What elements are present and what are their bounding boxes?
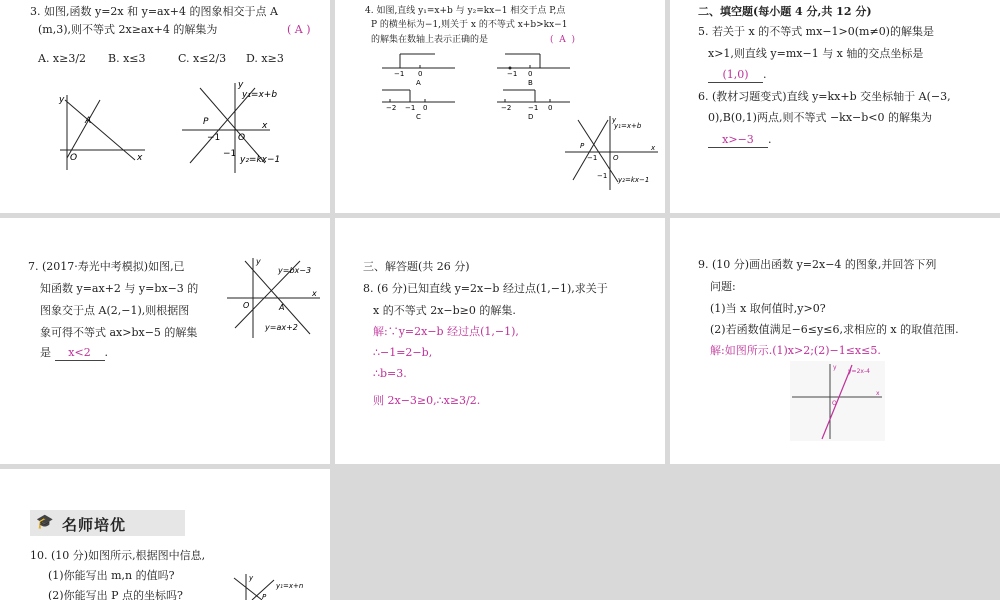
q5-line2: x>1,则直线 y=mx−1 与 x 轴的交点坐标是 [708, 47, 924, 60]
origin-label: O [613, 154, 619, 162]
number-line-c [380, 88, 460, 126]
q8-solution-1: 解:∵y=2x−b 经过点(1,−1), [373, 325, 519, 338]
question-9-card [670, 218, 1000, 464]
axis-y-label: y [59, 95, 65, 105]
tick-label: −2 [386, 104, 397, 112]
q8-line1: 8. (6 分)已知直线 y=2x−b 经过点(1,−1),求关于 [363, 282, 608, 295]
line-y1-label: y₁=x+n [276, 582, 304, 590]
point-p-label: P [203, 117, 209, 127]
line-y2-label: y₂=kx−1 [618, 176, 650, 184]
q7-line2: 知函数 y=ax+2 与 y=bx−3 的 [40, 282, 199, 295]
tick-label: 0 [528, 70, 533, 78]
option-label-d: D [528, 113, 534, 121]
section-2-title: 二、填空题(每小题 4 分,共 12 分) [698, 5, 872, 18]
q3-graph-left [55, 90, 150, 175]
axis-x-label: x [262, 121, 268, 131]
origin-label: O [832, 400, 837, 407]
q10-line3: (2)你能写出 P 点的坐标吗? [48, 589, 183, 600]
axis-y-label: y [256, 257, 261, 266]
q7-answer: x<2 [55, 346, 105, 361]
q10-line2: (1)你能写出 m,n 的值吗? [48, 569, 175, 582]
question-7-card [0, 218, 330, 464]
line-bx-label: y=bx−3 [278, 266, 312, 275]
axis-y-label: y [833, 364, 837, 371]
q9-line3: (1)当 x 取何值时,y>0? [710, 302, 826, 315]
q10-line1: 10. (10 分)如图所示,根据图中信息, [30, 549, 206, 562]
number-line-a [380, 50, 460, 88]
q8-line2: x 的不等式 2x−b≥0 的解集. [373, 304, 516, 317]
q10-banner [30, 510, 185, 536]
q7-line3: 图象交于点 A(2,−1),则根据图 [40, 304, 190, 317]
q4-answer: ( A ) [550, 35, 575, 45]
q9-line2: 问题: [710, 280, 736, 293]
q3-option-a: A. x≥3/2 [38, 52, 87, 65]
tick-label: −2 [501, 104, 512, 112]
tick-neg1-x: −1 [587, 154, 598, 162]
question-3-card [0, 0, 330, 213]
question-4-card [335, 0, 665, 213]
q9-line1: 9. (10 分)画出函数 y=2x−4 的图象,并回答下列 [698, 258, 937, 271]
axis-x-label: x [651, 144, 656, 152]
tick-label: −1 [507, 70, 518, 78]
tick-label: −1 [405, 104, 416, 112]
section-3-title: 三、解答题(共 26 分) [363, 260, 470, 273]
option-label-b: B [528, 79, 533, 87]
section-3-card [335, 218, 665, 464]
axis-y-label: y [249, 574, 254, 582]
q7-answer-row: 是 x<2 . [40, 346, 108, 359]
tick-label: 0 [418, 70, 423, 78]
origin-label: O [70, 153, 78, 163]
line-y1-label: y₁=x+b [614, 122, 642, 130]
q4-graph [563, 112, 663, 192]
tick-label: −1 [394, 70, 405, 78]
origin-label: O [238, 133, 246, 143]
q3-option-b: B. x≤3 [108, 52, 146, 65]
q4-line1: 4. 如图,直线 y₁=x+b 与 y₂=kx−1 相交于点 P,点 [365, 6, 566, 16]
q4-line2: P 的横坐标为−1,则关于 x 的不等式 x+b>kx−1 [371, 20, 568, 30]
q9-graph [790, 361, 885, 441]
q9-solution: 解:如图所示.(1)x>2;(2)−1≤x≤5. [710, 344, 881, 357]
q3-option-c: C. x≤2/3 [178, 52, 227, 65]
q8-solution-3: ∴b=3. [373, 367, 407, 380]
q3-line1: 3. 如图,函数 y=2x 和 y=ax+4 的图象相交于点 A [30, 5, 278, 18]
graduation-cap-icon: 🎓 [36, 514, 54, 530]
q3-answer: ( A ) [287, 23, 311, 36]
line-y2-label: y₂=kx−1 [240, 155, 281, 165]
q9-line4: (2)若函数值满足−6≤y≤6,求相应的 x 的取值范围. [710, 323, 959, 336]
line-ax-label: y=ax+2 [265, 323, 298, 332]
q6-line2: 0),B(0,1)两点,则不等式 −kx−b<0 的解集为 [708, 111, 932, 124]
q8-solution-2: ∴−1=2−b, [373, 346, 433, 359]
q3-graph-right [180, 78, 285, 178]
axis-x-label: x [876, 390, 880, 397]
q7-graph [225, 256, 325, 341]
q8-solution-4: 则 2x−3≥0,∴x≥3/2. [373, 394, 481, 407]
tick-label: 0 [423, 104, 428, 112]
function-label: y=2x-4 [848, 368, 870, 375]
line-y1-label: y₁=x+b [242, 90, 278, 100]
point-p-label: P [580, 142, 585, 150]
q10-graph [232, 572, 312, 600]
q7-line1: 7. (2017·寿光中考模拟)如图,已 [28, 260, 185, 273]
point-a-label: A [279, 303, 285, 312]
point-p-label: P [262, 593, 267, 600]
q5-line1: 5. 若关于 x 的不等式 mx−1>0(m≠0)的解集是 [698, 25, 934, 38]
q3-line2: (m,3),则不等式 2x≥ax+4 的解集为 [38, 23, 218, 36]
q5-answer: (1,0) [708, 68, 763, 83]
q5-answer-row: (1,0) . [708, 68, 767, 83]
tick-neg1-x: −1 [207, 133, 221, 143]
q3-option-d: D. x≥3 [246, 52, 284, 65]
q6-line1: 6. (教材习题变式)直线 y=kx+b 交坐标轴于 A(−3, [698, 90, 951, 103]
q6-answer-row: x>−3 . [708, 133, 772, 148]
axis-y-label: y [612, 116, 617, 124]
question-10-card [0, 469, 330, 600]
q4-line3: 的解集在数轴上表示正确的是 [371, 35, 489, 45]
section-2-card [670, 0, 1000, 213]
point-a-label: A [85, 116, 92, 126]
tick-label: −1 [528, 104, 539, 112]
tick-neg1-y: −1 [223, 149, 237, 159]
option-label-c: C [416, 113, 421, 121]
axis-y-label: y [238, 80, 244, 90]
tick-neg1-y: −1 [597, 172, 608, 180]
tick-label: 0 [548, 104, 553, 112]
q6-answer: x>−3 [708, 133, 768, 148]
number-line-b [495, 50, 575, 88]
q10-banner-title: 名师培优 [62, 516, 127, 534]
axis-x-label: x [137, 153, 143, 163]
option-label-a: A [416, 79, 421, 87]
origin-label: O [243, 301, 250, 310]
q7-line4: 象可得不等式 ax>bx−5 的解集 [40, 326, 198, 339]
axis-x-label: x [312, 289, 317, 298]
